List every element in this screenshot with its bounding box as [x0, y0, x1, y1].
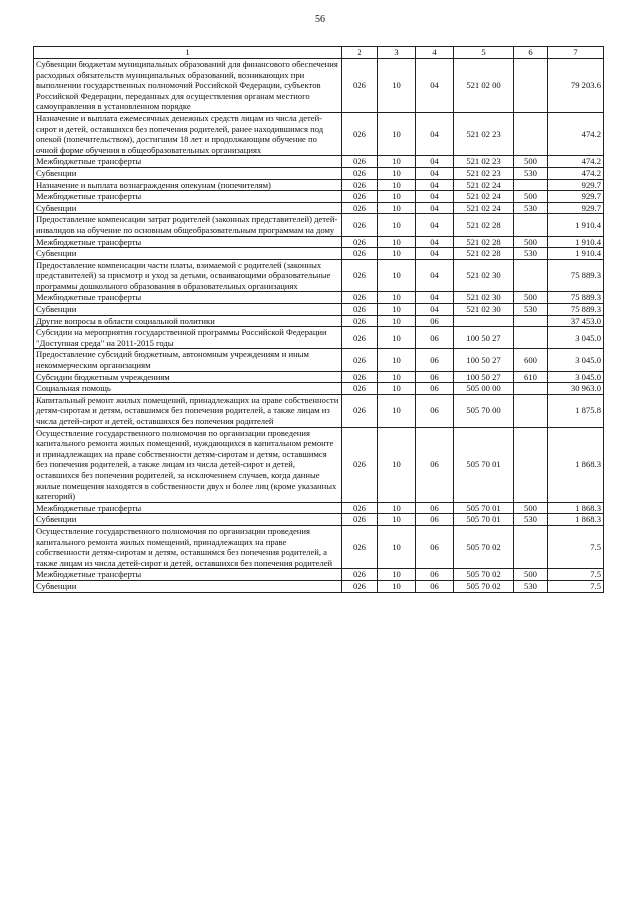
target-article-code-cell: 505 70 01 — [454, 427, 514, 502]
table-row — [34, 167, 604, 179]
amount-cell: 1 910.4 — [548, 214, 604, 236]
target-article-code-cell: 505 70 02 — [454, 580, 514, 592]
target-article-code-cell: 505 70 00 — [454, 394, 514, 427]
item-name-cell: Межбюджетные трансферты — [34, 502, 342, 514]
table-header-row — [34, 47, 604, 59]
item-name-cell: Субсидии бюджетным учреждениям — [34, 371, 342, 383]
item-name-cell: Межбюджетные трансферты — [34, 191, 342, 203]
amount-cell: 929.7 — [548, 179, 604, 191]
ministry-code-cell: 026 — [342, 327, 378, 349]
section-code-cell: 10 — [378, 59, 416, 113]
target-article-code-cell: 100 50 27 — [454, 371, 514, 383]
ministry-code-cell: 026 — [342, 292, 378, 304]
section-code-cell: 10 — [378, 179, 416, 191]
ministry-code-cell: 026 — [342, 156, 378, 168]
section-code-cell: 10 — [378, 112, 416, 155]
target-article-code-cell: 505 00 00 — [454, 383, 514, 395]
section-code-cell: 10 — [378, 327, 416, 349]
section-code-cell: 10 — [378, 214, 416, 236]
section-code-cell: 10 — [378, 525, 416, 568]
subsection-code-cell: 06 — [416, 525, 454, 568]
expense-type-code-cell — [514, 427, 548, 502]
ministry-code-cell: 026 — [342, 315, 378, 327]
target-article-code-cell: 521 02 30 — [454, 292, 514, 304]
amount-cell: 3 045.0 — [548, 371, 604, 383]
table-row — [34, 371, 604, 383]
ministry-code-cell: 026 — [342, 371, 378, 383]
subsection-code-cell: 06 — [416, 394, 454, 427]
amount-cell: 1 868.3 — [548, 427, 604, 502]
subsection-code-cell: 06 — [416, 502, 454, 514]
section-code-cell: 10 — [378, 202, 416, 214]
amount-cell: 7.5 — [548, 580, 604, 592]
amount-cell: 75 889.3 — [548, 292, 604, 304]
section-code-cell: 10 — [378, 259, 416, 292]
table-row — [34, 327, 604, 349]
item-name-cell: Предоставление компенсации затрат родителей (законных представителей) детей-инвалидов на обучение по основным общеобразовательным программам на дому — [34, 214, 342, 236]
section-code-cell: 10 — [378, 371, 416, 383]
target-article-code-cell: 505 70 01 — [454, 514, 514, 526]
table-row — [34, 112, 604, 155]
expense-type-code-cell: 600 — [514, 349, 548, 371]
ministry-code-cell: 026 — [342, 112, 378, 155]
item-name-cell: Субвенции — [34, 580, 342, 592]
amount-cell: 79 203.6 — [548, 59, 604, 113]
expense-type-code-cell — [514, 179, 548, 191]
subsection-code-cell: 06 — [416, 569, 454, 581]
expense-type-code-cell — [514, 259, 548, 292]
item-name-cell: Субвенции — [34, 167, 342, 179]
table-row — [34, 383, 604, 395]
expense-type-code-cell — [514, 315, 548, 327]
ministry-code-cell: 026 — [342, 427, 378, 502]
subsection-code-cell: 06 — [416, 327, 454, 349]
expense-type-code-cell: 500 — [514, 502, 548, 514]
table-row — [34, 349, 604, 371]
table-row — [34, 59, 604, 113]
page-number: 56 — [315, 14, 325, 25]
section-code-cell: 10 — [378, 315, 416, 327]
table-row — [34, 248, 604, 260]
ministry-code-cell: 026 — [342, 214, 378, 236]
subsection-code-cell: 06 — [416, 371, 454, 383]
table-row — [34, 191, 604, 203]
item-name-cell: Другие вопросы в области социальной политики — [34, 315, 342, 327]
section-code-cell: 10 — [378, 156, 416, 168]
subsection-code-cell: 06 — [416, 514, 454, 526]
header-cell: 1 — [34, 47, 342, 59]
section-code-cell: 10 — [378, 427, 416, 502]
section-code-cell: 10 — [378, 502, 416, 514]
subsection-code-cell: 04 — [416, 304, 454, 316]
amount-cell: 1 910.4 — [548, 236, 604, 248]
amount-cell: 37 453.0 — [548, 315, 604, 327]
table-row — [34, 259, 604, 292]
item-name-cell: Субсидии на мероприятия государственной программы Российской Федерации "Доступная среда" на 2011-2015 годы — [34, 327, 342, 349]
table-row — [34, 569, 604, 581]
expense-type-code-cell — [514, 383, 548, 395]
item-name-cell: Межбюджетные трансферты — [34, 156, 342, 168]
table-row — [34, 179, 604, 191]
item-name-cell: Межбюджетные трансферты — [34, 292, 342, 304]
header-cell: 3 — [378, 47, 416, 59]
section-code-cell: 10 — [378, 349, 416, 371]
section-code-cell: 10 — [378, 292, 416, 304]
table-row — [34, 156, 604, 168]
expense-type-code-cell — [514, 59, 548, 113]
target-article-code-cell: 505 70 01 — [454, 502, 514, 514]
table-row — [34, 236, 604, 248]
header-cell: 6 — [514, 47, 548, 59]
expense-type-code-cell: 610 — [514, 371, 548, 383]
amount-cell: 75 889.3 — [548, 304, 604, 316]
expense-type-code-cell — [514, 214, 548, 236]
subsection-code-cell: 06 — [416, 315, 454, 327]
subsection-code-cell: 04 — [416, 292, 454, 304]
header-cell: 4 — [416, 47, 454, 59]
ministry-code-cell: 026 — [342, 569, 378, 581]
amount-cell: 1 868.3 — [548, 502, 604, 514]
ministry-code-cell: 026 — [342, 304, 378, 316]
item-name-cell: Субвенции бюджетам муниципальных образований для финансового обеспечения расходных обязательств муниципальных образований, возникающих при выполнении государственных полномочий Российской Федерации, субъектов Российской Федерации, переданных для осуществления органам местного самоуправления в установленном порядке — [34, 59, 342, 113]
amount-cell: 929.7 — [548, 202, 604, 214]
table-row — [34, 292, 604, 304]
item-name-cell: Назначение и выплата вознаграждения опекунам (попечителям) — [34, 179, 342, 191]
ministry-code-cell: 026 — [342, 514, 378, 526]
section-code-cell: 10 — [378, 514, 416, 526]
subsection-code-cell: 04 — [416, 236, 454, 248]
section-code-cell: 10 — [378, 248, 416, 260]
subsection-code-cell: 06 — [416, 383, 454, 395]
expense-type-code-cell — [514, 394, 548, 427]
expense-type-code-cell: 530 — [514, 248, 548, 260]
subsection-code-cell: 04 — [416, 248, 454, 260]
ministry-code-cell: 026 — [342, 525, 378, 568]
expense-type-code-cell — [514, 327, 548, 349]
target-article-code-cell — [454, 315, 514, 327]
ministry-code-cell: 026 — [342, 349, 378, 371]
ministry-code-cell: 026 — [342, 59, 378, 113]
table-body — [34, 59, 604, 593]
item-name-cell: Субвенции — [34, 514, 342, 526]
amount-cell: 929.7 — [548, 191, 604, 203]
target-article-code-cell: 521 02 28 — [454, 236, 514, 248]
expense-type-code-cell: 530 — [514, 580, 548, 592]
amount-cell: 75 889.3 — [548, 259, 604, 292]
table-row — [34, 214, 604, 236]
table-row — [34, 394, 604, 427]
target-article-code-cell: 521 02 23 — [454, 167, 514, 179]
expense-type-code-cell: 500 — [514, 292, 548, 304]
subsection-code-cell: 04 — [416, 59, 454, 113]
target-article-code-cell: 521 02 24 — [454, 191, 514, 203]
table-row — [34, 202, 604, 214]
expense-type-code-cell: 530 — [514, 304, 548, 316]
expense-type-code-cell: 500 — [514, 569, 548, 581]
expense-type-code-cell: 530 — [514, 514, 548, 526]
table-row — [34, 304, 604, 316]
item-name-cell: Субвенции — [34, 304, 342, 316]
item-name-cell: Межбюджетные трансферты — [34, 236, 342, 248]
item-name-cell: Социальная помощь — [34, 383, 342, 395]
expense-type-code-cell — [514, 112, 548, 155]
target-article-code-cell: 521 02 23 — [454, 156, 514, 168]
subsection-code-cell: 06 — [416, 427, 454, 502]
item-name-cell: Предоставление компенсации части платы, взимаемой с родителей (законных представителей) за присмотр и уход за детьми, осваивающими образовательные программы дошкольного образования в образовательных организациях — [34, 259, 342, 292]
amount-cell: 3 045.0 — [548, 349, 604, 371]
subsection-code-cell: 06 — [416, 580, 454, 592]
ministry-code-cell: 026 — [342, 167, 378, 179]
ministry-code-cell: 026 — [342, 248, 378, 260]
table-row — [34, 580, 604, 592]
target-article-code-cell: 521 02 23 — [454, 112, 514, 155]
item-name-cell: Субвенции — [34, 202, 342, 214]
amount-cell: 1 868.3 — [548, 514, 604, 526]
amount-cell: 474.2 — [548, 156, 604, 168]
header-cell: 2 — [342, 47, 378, 59]
item-name-cell: Предоставление субсидий бюджетным, автономным учреждениям и иным некоммерческим организациям — [34, 349, 342, 371]
subsection-code-cell: 04 — [416, 167, 454, 179]
section-code-cell: 10 — [378, 167, 416, 179]
subsection-code-cell: 04 — [416, 179, 454, 191]
section-code-cell: 10 — [378, 394, 416, 427]
amount-cell: 474.2 — [548, 167, 604, 179]
ministry-code-cell: 026 — [342, 502, 378, 514]
ministry-code-cell: 026 — [342, 191, 378, 203]
table-row — [34, 525, 604, 568]
item-name-cell: Назначение и выплата ежемесячных денежных средств лицам из числа детей-сирот и детей, оставшихся без попечения родителей, ранее находившимся под опекой (попечительством), достигшим 18 лет и продолжающим обучение по очной форме обучения в общеобразовательных организациях — [34, 112, 342, 155]
amount-cell: 1 910.4 — [548, 248, 604, 260]
section-code-cell: 10 — [378, 236, 416, 248]
subsection-code-cell: 04 — [416, 202, 454, 214]
section-code-cell: 10 — [378, 580, 416, 592]
section-code-cell: 10 — [378, 383, 416, 395]
ministry-code-cell: 026 — [342, 580, 378, 592]
amount-cell: 1 875.8 — [548, 394, 604, 427]
expense-type-code-cell: 530 — [514, 202, 548, 214]
section-code-cell: 10 — [378, 304, 416, 316]
target-article-code-cell: 521 02 30 — [454, 304, 514, 316]
ministry-code-cell: 026 — [342, 202, 378, 214]
item-name-cell: Осуществление государственного полномочия по организации проведения капитального ремонта жилых помещений, нуждающихся в капитальном ремонте и принадлежащих на праве собственности детям-сиротам и детям, оставшимся без попечения родителей, а также лицам из числа детей-сирот и детей, оставшихся без попечения родителей, за исключением случаев, когда данные жилые помещения находятся в собственности двух и более лиц (кроме указанных категорий) — [34, 427, 342, 502]
expense-type-code-cell — [514, 525, 548, 568]
target-article-code-cell: 521 02 24 — [454, 202, 514, 214]
target-article-code-cell: 521 02 28 — [454, 248, 514, 260]
target-article-code-cell: 521 02 30 — [454, 259, 514, 292]
amount-cell: 7.5 — [548, 569, 604, 581]
target-article-code-cell: 505 70 02 — [454, 525, 514, 568]
target-article-code-cell: 521 02 00 — [454, 59, 514, 113]
table-row — [34, 315, 604, 327]
budget-table — [33, 46, 604, 593]
expense-type-code-cell: 500 — [514, 191, 548, 203]
subsection-code-cell: 04 — [416, 259, 454, 292]
target-article-code-cell: 100 50 27 — [454, 327, 514, 349]
section-code-cell: 10 — [378, 569, 416, 581]
ministry-code-cell: 026 — [342, 236, 378, 248]
ministry-code-cell: 026 — [342, 179, 378, 191]
table-row — [34, 514, 604, 526]
subsection-code-cell: 04 — [416, 214, 454, 236]
expense-type-code-cell: 530 — [514, 167, 548, 179]
target-article-code-cell: 505 70 02 — [454, 569, 514, 581]
subsection-code-cell: 04 — [416, 156, 454, 168]
target-article-code-cell: 521 02 24 — [454, 179, 514, 191]
subsection-code-cell: 06 — [416, 349, 454, 371]
amount-cell: 7.5 — [548, 525, 604, 568]
expense-type-code-cell: 500 — [514, 156, 548, 168]
item-name-cell: Осуществление государственного полномочия по организации проведения капитального ремонта жилых помещений, принадлежащих на праве собственности детям-сиротам и детям, оставшимся без попечения родителей, а также лицам из числа детей-сирот и детей, оставшихся без попечения родителей — [34, 525, 342, 568]
subsection-code-cell: 04 — [416, 191, 454, 203]
section-code-cell: 10 — [378, 191, 416, 203]
header-cell: 5 — [454, 47, 514, 59]
ministry-code-cell: 026 — [342, 259, 378, 292]
amount-cell: 30 963.0 — [548, 383, 604, 395]
ministry-code-cell: 026 — [342, 383, 378, 395]
header-cell: 7 — [548, 47, 604, 59]
subsection-code-cell: 04 — [416, 112, 454, 155]
table-row — [34, 502, 604, 514]
amount-cell: 3 045.0 — [548, 327, 604, 349]
target-article-code-cell: 100 50 27 — [454, 349, 514, 371]
ministry-code-cell: 026 — [342, 394, 378, 427]
item-name-cell: Субвенции — [34, 248, 342, 260]
target-article-code-cell: 521 02 28 — [454, 214, 514, 236]
expense-type-code-cell: 500 — [514, 236, 548, 248]
item-name-cell: Капитальный ремонт жилых помещений, принадлежащих на праве собственности детям-сиротам и детям, оставшимся без попечения родителей, а также лицам из числа детей-сирот и детей, оставшихся без попечения родителей — [34, 394, 342, 427]
table-row — [34, 427, 604, 502]
amount-cell: 474.2 — [548, 112, 604, 155]
item-name-cell: Межбюджетные трансферты — [34, 569, 342, 581]
